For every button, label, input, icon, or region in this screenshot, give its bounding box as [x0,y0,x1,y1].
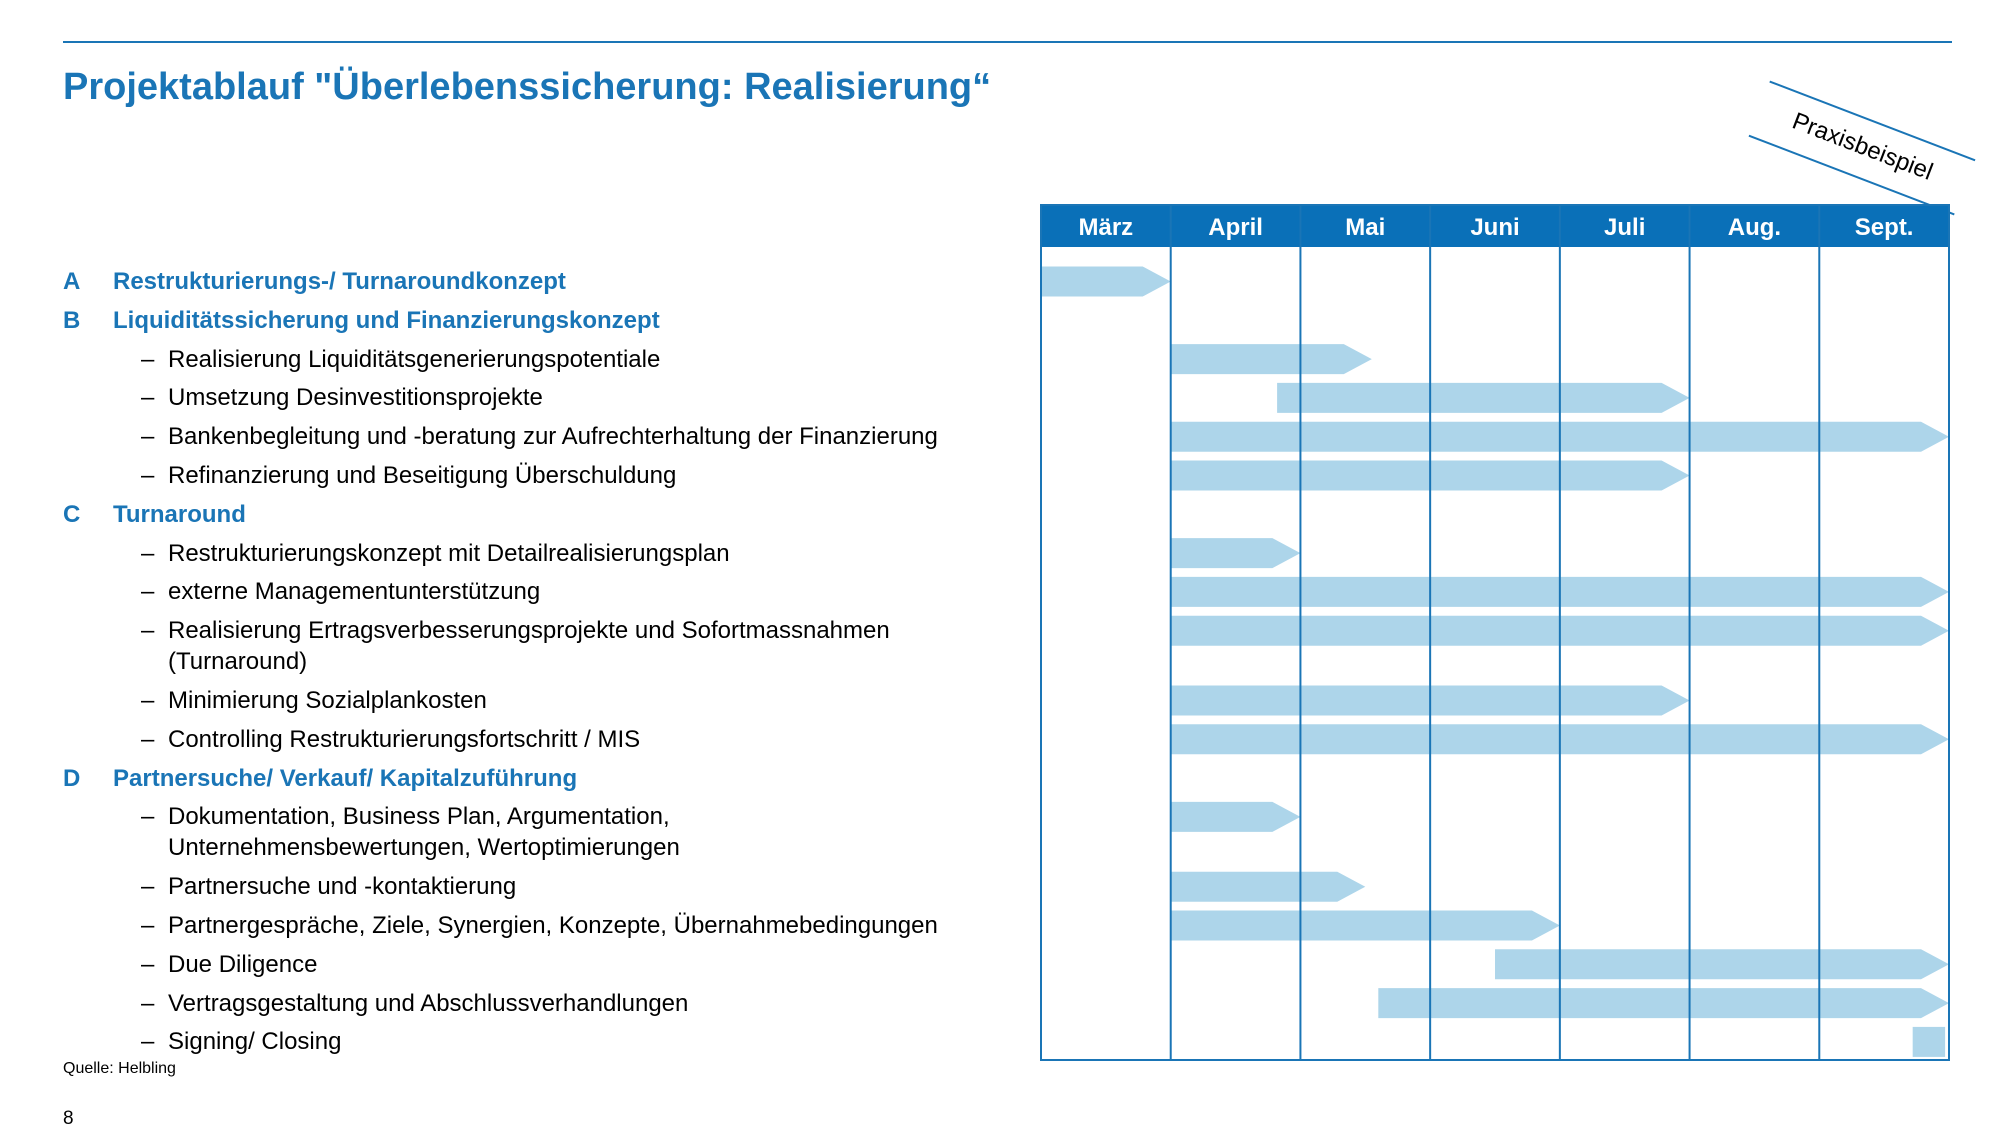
section-letter: A [63,268,81,295]
section-title: Restrukturierungs-/ Turnaroundkonzept [113,268,566,295]
task-bar-arrow [1171,538,1301,568]
section-title: Partnersuche/ Verkauf/ Kapitalzuführung [113,764,578,792]
section-title: Turnaround [113,500,246,528]
bullet-dash: – [141,539,155,567]
bullet-dash: – [141,1028,155,1056]
task-label: Partnergespräche, Ziele, Synergien, Konzepte, Übernahmebedingungen [168,912,938,939]
task-bar-arrow [1041,267,1171,297]
month-label: März [1078,214,1134,241]
bullet-dash: – [141,803,155,831]
bullet-dash: – [141,617,155,645]
month-label: Juni [1470,214,1520,241]
gantt-chart [1040,204,1950,1064]
task-label: Umsetzung Desinvestitionsprojekte [168,384,543,412]
task-label: Realisierung Ertragsverbesserungsprojekte und Sofortmassnahmen (Turnaround) [168,617,890,676]
task-bar-block [1913,1027,1945,1057]
task-list [63,0,1023,1125]
task-label: Realisierung Liquiditätsgenerierungspotentiale [168,345,661,373]
task-label: Controlling Restrukturierungsfortschritt / MIS [168,725,641,753]
bullet-dash: – [141,384,155,412]
task-label: Restrukturierungskonzept mit Detailrealisierungsplan [168,539,730,567]
task-bar-arrow [1171,911,1560,941]
task-label: externe Managementunterstützung [168,578,541,606]
month-label: Mai [1345,214,1386,241]
praxisbeispiel-stamp [1749,81,1976,216]
section-letter: C [63,500,81,528]
month-label: April [1208,214,1263,241]
section-letter: B [63,306,81,334]
task-bar-arrow [1277,383,1690,413]
bullet-dash: – [141,912,155,939]
page-number: 8 [63,1108,74,1129]
task-bar-arrow [1495,949,1949,979]
task-bar-arrow [1171,802,1301,832]
section-title: Liquiditätssicherung und Finanzierungskonzept [113,306,660,334]
task-label: Signing/ Closing [168,1028,342,1056]
task-bar-arrow [1171,872,1366,902]
task-label: Minimierung Sozialplankosten [168,687,487,714]
task-label: Refinanzierung und Beseitigung Überschuldung [168,462,677,489]
page-title: Projektablauf "Überlebenssicherung: Realisierung“ [63,66,992,108]
bullet-dash: – [141,873,155,901]
task-label: Due Diligence [168,950,318,978]
task-bar-arrow [1378,988,1949,1018]
bullet-dash: – [141,687,155,714]
task-label: Vertragsgestaltung und Abschlussverhandlungen [168,989,689,1017]
bullet-dash: – [141,345,155,373]
task-bar-arrow [1171,344,1372,374]
stamp-label: Praxisbeispiel [1788,107,1937,186]
bullet-dash: – [141,989,155,1017]
bullet-dash: – [141,950,155,978]
month-label: Juli [1604,214,1646,241]
task-label: Dokumentation, Business Plan, Argumentation, Unternehmensbewertungen, Wertoptimierungen [168,803,680,862]
month-label: Sept. [1854,214,1914,241]
task-label: Partnersuche und -kontaktierung [168,873,517,901]
source-note: Quelle: Helbling [63,1060,176,1077]
bullet-dash: – [141,423,155,451]
bullet-dash: – [141,725,155,753]
month-label: Aug. [1727,214,1782,241]
section-letter: D [63,764,81,792]
task-label: Bankenbegleitung und -beratung zur Aufrechterhaltung der Finanzierung [168,423,938,451]
bullet-dash: – [141,462,155,489]
bullet-dash: – [141,578,155,606]
